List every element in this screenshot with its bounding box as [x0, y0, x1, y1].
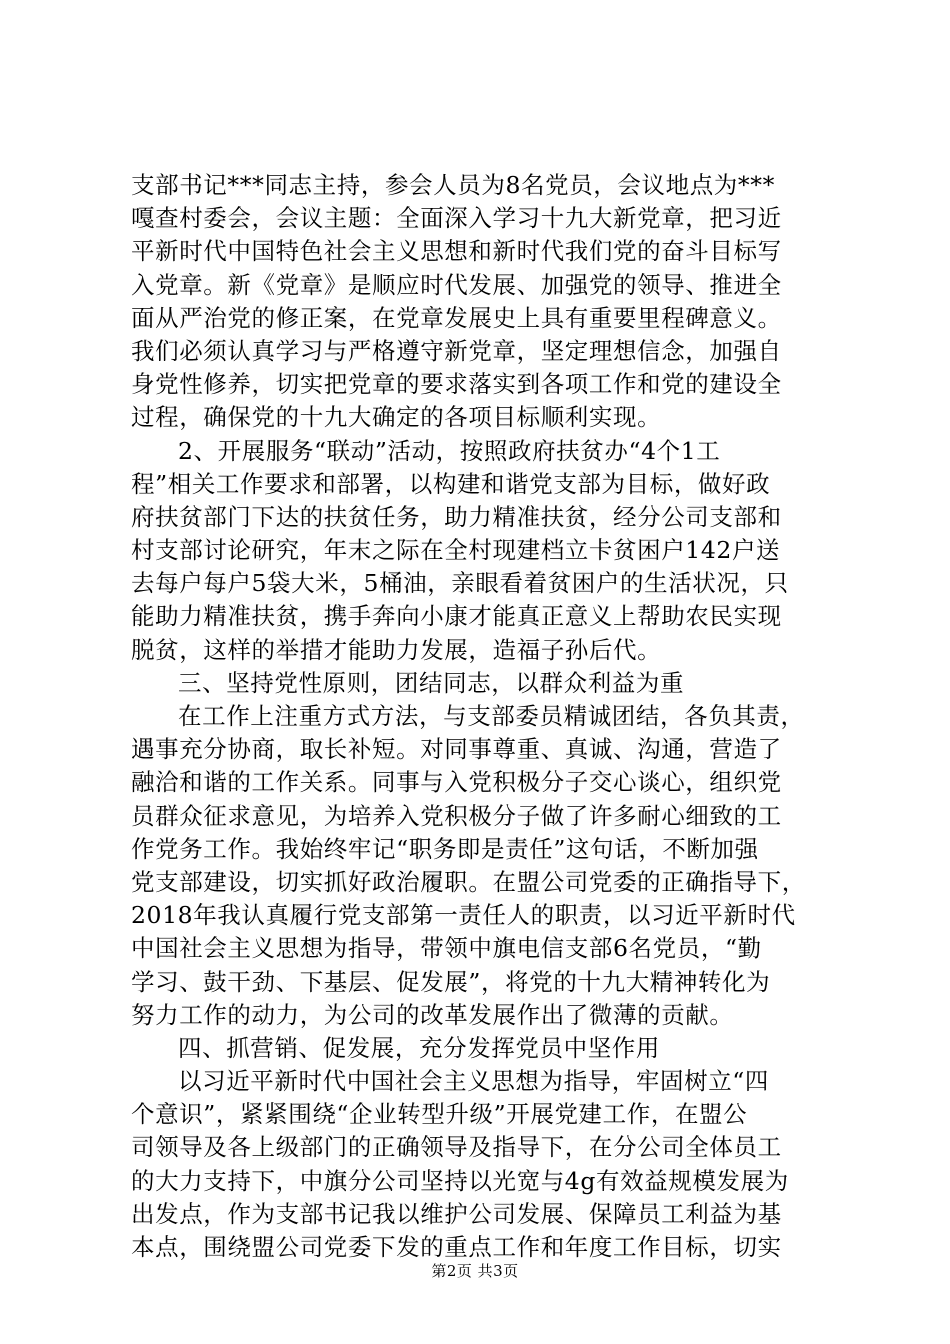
text-line: 过程，确保党的十九大确定的各项目标顺利实现。: [131, 403, 662, 432]
text-line: 能助力精准扶贫，携手奔向小康才能真正意义上帮助农民实现: [131, 602, 782, 631]
text-line: 入党章。新《党章》是顺应时代发展、加强党的领导、推进全: [131, 270, 782, 299]
text-line: 司领导及各上级部门的正确领导及指导下，在分公司全体员工: [131, 1133, 782, 1162]
text-line: 遇事充分协商，取长补短。对同事尊重、真诚、沟通，营造了: [131, 735, 782, 764]
text-line: 平新时代中国特色社会主义思想和新时代我们党的奋斗目标写: [131, 237, 782, 266]
text-line: 府扶贫部门下达的扶贫任务，助力精准扶贫，经分公司支部和: [131, 502, 782, 531]
text-line: 面从严治党的修正案，在党章发展史上具有重要里程碑意义。: [131, 303, 782, 332]
text-line: 村支部讨论研究，年末之际在全村现建档立卡贫困户142户送: [131, 536, 781, 565]
text-line: 学习、鼓干劲、下基层、促发展”，将党的十九大精神转化为: [131, 967, 771, 996]
text-line: 努力工作的动力，为公司的改革发展作出了微薄的贡献。: [131, 1000, 734, 1029]
text-line: 党支部建设，切实抓好政治履职。在盟公司党委的正确指导下，: [131, 867, 806, 896]
text-line: 三、坚持党性原则，团结同志，以群众利益为重: [178, 668, 685, 697]
text-line: 融洽和谐的工作关系。同事与入党积极分子交心谈心，组织党: [131, 768, 782, 797]
text-line: 脱贫，这样的举措才能助力发展，造福子孙后代。: [131, 635, 662, 664]
text-line: 员群众征求意见，为培养入党积极分子做了许多耐心细致的工: [131, 801, 782, 830]
text-line: 身党性修养，切实把党章的要求落实到各项工作和党的建设全: [131, 370, 782, 399]
text-line: 四、抓营销、促发展，充分发挥党员中坚作用: [178, 1033, 660, 1062]
text-line: 作党务工作。我始终牢记“职务即是责任”这句话，不断加强: [131, 834, 759, 863]
text-line: 支部书记***同志主持，参会人员为8名党员，会议地点为***: [131, 171, 775, 199]
text-line: 中国社会主义思想为指导，带领中旗电信支部6名党员，“勤: [131, 934, 762, 963]
text-line: 去每户每户5袋大米，5桶油，亲眼看着贫困户的生活状况，只: [131, 569, 789, 598]
page-footer: 第2页 共3页: [431, 1262, 519, 1280]
text-line: 的大力支持下，中旗分公司坚持以光宽与4g有效益规模发展为: [131, 1166, 789, 1195]
text-line: 2018年我认真履行党支部第一责任人的职责，以习近平新时代: [131, 901, 796, 930]
text-line: 个意识”，紧紧围绕“企业转型升级”开展党建工作，在盟公: [131, 1100, 748, 1129]
document-body: [131, 169, 831, 1264]
text-line: 以习近平新时代中国社会主义思想为指导，牢固树立“四: [178, 1067, 770, 1096]
text-line: 2、开展服务“联动”活动，按照政府扶贫办“4个1工: [178, 436, 721, 465]
text-line: 嘎查村委会，会议主题：全面深入学习十九大新党章，把习近: [131, 204, 782, 233]
text-line: 程”相关工作要求和部署，以构建和谐党支部为目标，做好政: [131, 469, 771, 498]
text-line: 在工作上注重方式方法，与支部委员精诚团结，各负其责，: [178, 702, 805, 730]
text-line: 我们必须认真学习与严格遵守新党章，坚定理想信念，加强自: [131, 336, 782, 365]
text-line: 本点，围绕盟公司党委下发的重点工作和年度工作目标，切实: [131, 1233, 782, 1261]
text-line: 出发点，作为支部书记我以维护公司发展、保障员工利益为基: [131, 1199, 782, 1228]
